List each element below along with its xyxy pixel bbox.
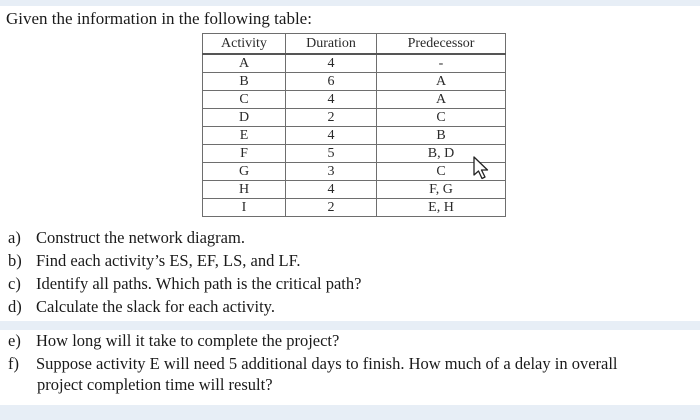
question-f-continuation: project completion time will result? [37,375,273,394]
question-marker: c) [8,274,21,293]
question-text: Calculate the slack for each activity. [36,297,275,316]
table-row [203,199,506,217]
question-b [8,251,301,271]
cell-predecessor: F, G [377,181,506,199]
top-band [0,0,700,6]
cell-predecessor: C [377,163,506,181]
question-text: Identify all paths. Which path is the critical path? [36,274,362,293]
question-text: Suppose activity E will need 5 additional days to finish. How much of a delay in overall [36,354,618,373]
cell-predecessor: - [377,54,506,73]
table-row [203,145,506,163]
question-text: Find each activity’s ES, EF, LS, and LF. [36,251,301,270]
cell-activity: E [203,127,286,145]
question-text: Construct the network diagram. [36,228,245,247]
cell-duration: 2 [286,199,377,217]
header-duration: Duration [286,34,377,55]
cell-predecessor: C [377,109,506,127]
cell-duration: 5 [286,145,377,163]
header-predecessor: Predecessor [377,34,506,55]
cell-activity: C [203,91,286,109]
cell-activity: D [203,109,286,127]
cell-duration: 2 [286,109,377,127]
question-text: How long will it take to complete the project? [36,331,340,350]
question-e [8,331,339,351]
question-d [8,297,275,317]
cell-predecessor: B, D [377,145,506,163]
cell-predecessor: E, H [377,199,506,217]
cell-activity: F [203,145,286,163]
cell-duration: 4 [286,54,377,73]
cell-activity: B [203,73,286,91]
cell-predecessor: A [377,73,506,91]
question-marker: f) [8,354,19,373]
activity-table [202,33,506,217]
question-marker: e) [8,331,21,350]
question-marker: d) [8,297,22,316]
mouse-pointer-icon [472,156,492,180]
middle-band [0,321,700,330]
table-row [203,54,506,73]
question-a [8,228,245,248]
intro-text: Given the information in the following table: [6,9,312,28]
table-row [203,73,506,91]
question-marker: b) [8,251,22,270]
cell-activity: G [203,163,286,181]
cell-activity: H [203,181,286,199]
cell-duration: 6 [286,73,377,91]
cell-duration: 4 [286,91,377,109]
table-header-row [203,34,506,55]
cell-activity: I [203,199,286,217]
table-row [203,163,506,181]
question-f [8,354,618,374]
question-c [8,274,361,294]
cell-duration: 4 [286,181,377,199]
table-row [203,127,506,145]
cell-duration: 4 [286,127,377,145]
table-row [203,109,506,127]
cell-predecessor: B [377,127,506,145]
table-row [203,181,506,199]
bottom-band [0,405,700,420]
question-marker: a) [8,228,21,247]
table-row [203,91,506,109]
cell-predecessor: A [377,91,506,109]
header-activity: Activity [203,34,286,55]
cell-activity: A [203,54,286,73]
cell-duration: 3 [286,163,377,181]
